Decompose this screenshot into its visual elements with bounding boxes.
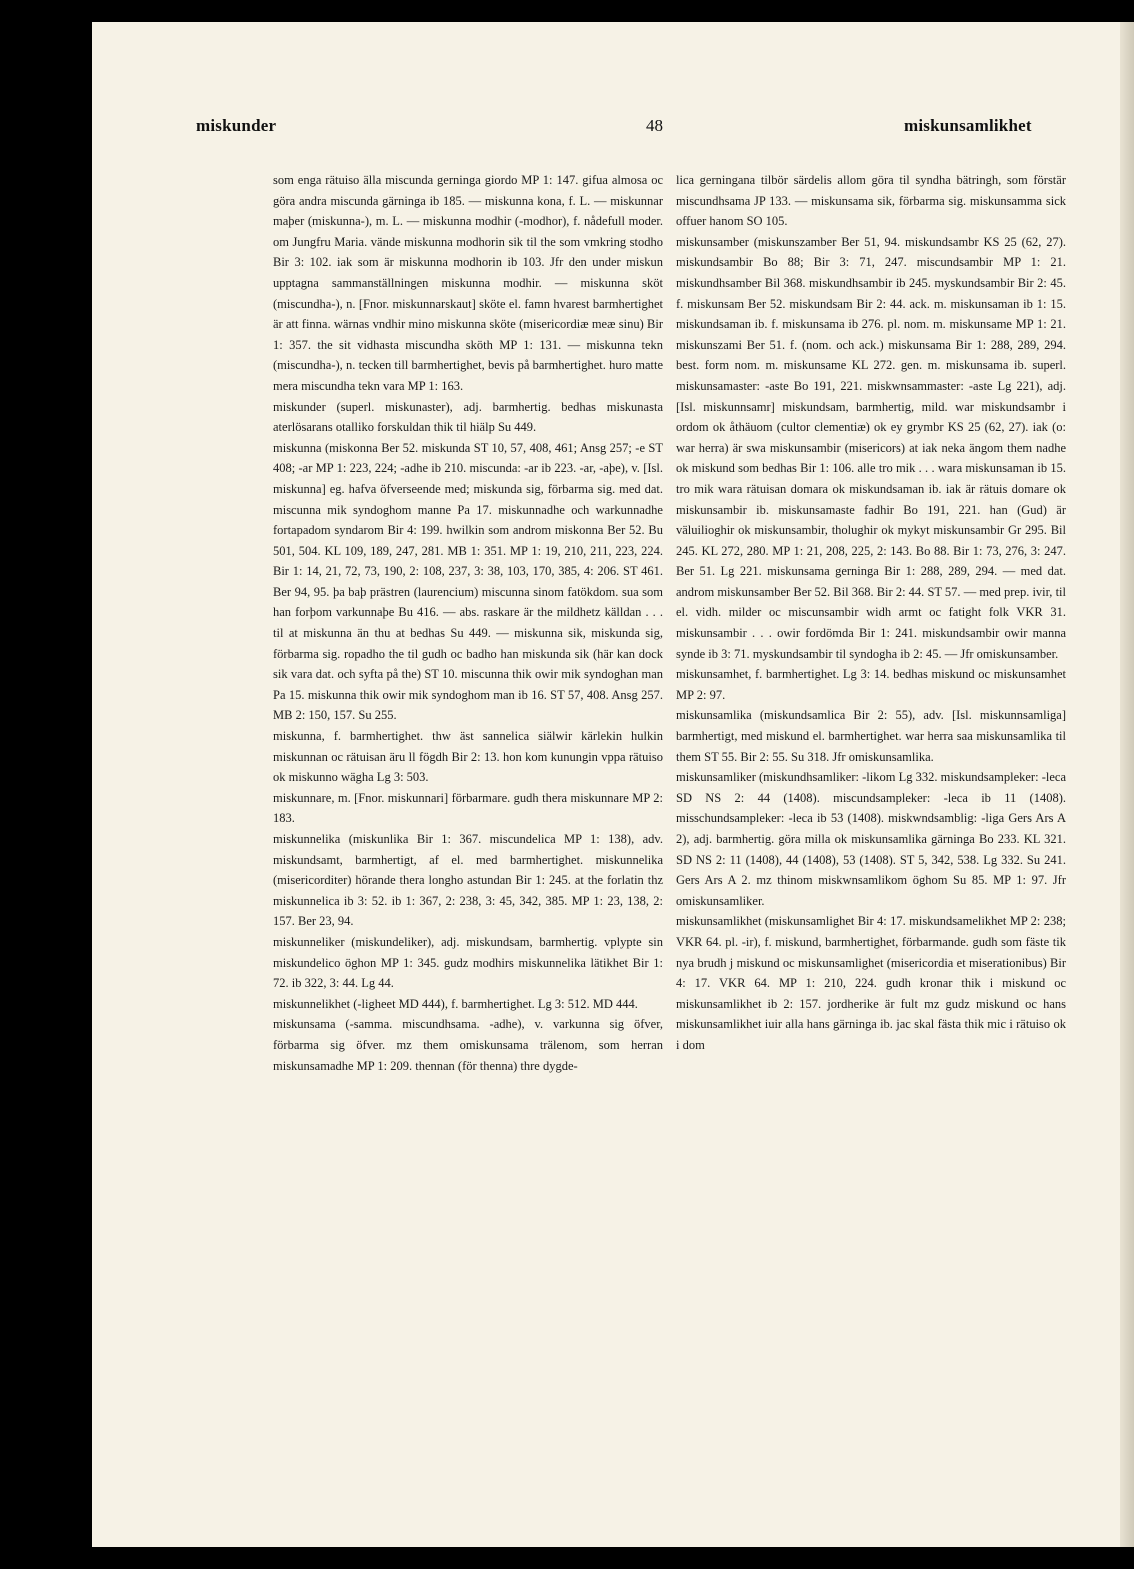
- entry-text: miskunsamliker (miskundhsamliker: -likom Lg 332. miskundsampleker: -leca SD NS 2: 44 (1408). miscundsampleker: -leca ib 11 (1408). misschundsampleker: -leca ib 53 (1408). miskwndsamblig: -liga Gers Ars A 2), adj. barmhertig. göra milla ok miskunsamlika gärninga Bo 233. KL 321. SD NS 2: 11 (1408), 44 (1408), 53 (1408). ST 5, 342, 538. Lg 332. Su 241. Gers Ars A 2. mz thinom miskwnsamlikom öghom Su 85. MP 1: 97. Jfr omiskunsamliker.: [676, 770, 1066, 908]
- right-headword: miskunsamlikhet: [904, 116, 1032, 135]
- entry-text: lica gerningana tilbör särdelis allom göra til syndha bätringh, som förstär miscundhsama JP 133. — miskunsama sik, förbarma sig. miskunsamma sick offuer hanom SO 105.: [676, 173, 1066, 229]
- left-headword: miskunder: [196, 116, 277, 135]
- entry-text: miskunnare, m. [Fnor. miskunnari] förbarmare. gudh thera miskunnare MP 2: 183.: [273, 790, 663, 826]
- right-column: [676, 170, 1066, 1510]
- entry-text: miskunsamlikhet (miskunsamlighet Bir 4: 17. miskundsamelikhet MP 2: 238; VKR 64. pl. -ir), f. miskund, barmhertighet, förbarmande. gudh som fäste tik nya brudh j miskund oc miskunsamlighet (misericordia et miserationibus) Bir 4: 17. VKR 64. MP 1: 210, 224. gudh kronar thik i miskund oc miskunsamlikhet ib 2: 157. jordherike är fult mz gudz miskund oc hans miskunsamlikhet iuir alla hans gärninga ib. jac skal fästa thik mic i rätuiso ok i dom: [676, 914, 1066, 1052]
- entry-text: miskunder (superl. miskunaster), adj. barmhertig. bedhas miskunasta aterlösarans otalliko forskuldan thik til hiälp Su 449.: [273, 399, 663, 435]
- page-edge: [1120, 22, 1134, 1547]
- entry-text: miskunna, f. barmhertighet. thw äst sannelica siälwir kärlekin hulkin miskunnan oc rätuisan äru ll fögdh Bir 2: 13. hon kom kunungin vppa rätuiso ok miskunno wägha Lg 3: 503.: [273, 729, 663, 785]
- entry-text: miskunneliker (miskundeliker), adj. miskundsam, barmhertig. vplypte sin miskundelico öghon MP 1: 345. gudz modhirs miskunnelika lätikhet Bir 1: 72. ib 322, 3: 44. Lg 44.: [273, 934, 663, 991]
- entry-text: miskunsamhet, f. barmhertighet. Lg 3: 14. bedhas miskund oc miskunsamhet MP 2: 97.: [676, 667, 1066, 702]
- running-header: [0, 116, 1134, 140]
- entry-text: miskunna (miskonna Ber 52. miskunda ST 10, 57, 408, 461; Ansg 257; -e ST 408; -ar MP 1: 223, 224; -adhe ib 210. miscunda: -ar ib 223. -ar, -aþe), v. [Isl. miskunna] eg. hafva öfverseende med; miskunda sig, förbarma sig. med dat. miscunna mik syndoghom manne Pa 17. miskunnadhe och warkunnadhe fortapadom syndarom Bir 4: 199. hwilkin som androm miskonna Ber 52. Bu 501, 504. KL 109, 189, 247, 281. MB 1: 351. MP 1: 19, 210, 211, 223, 224. Bir 1: 14, 21, 72, 73, 190, 2: 108, 237, 3: 38, 103, 170, 385, 4: 206. ST 461. Ber 94, 95. þa baþ prästren (laurencium) miscunna sinom fatökdom. sua som han forþom varkunnaþe Bu 416. — abs. raskare är the mildhetz källdan . . . til at miskunna än thu at bedhas Su 449. — miskunna sik, miskunda sig, förbarma sig. ropadho the til gudh oc badho han miskunda sik (här kan dock sik vara dat. och syfta på the) ST 10. miscunna thik owir mik syndoghan man Pa 15. miskunna thik owir mik syndoghom man ib 16. ST 57, 408. Ansg 257. MB 2: 150, 157. Su 255.: [273, 440, 663, 723]
- entry-text: som enga rätuiso älla miscunda gerninga giordo MP 1: 147. gifua almosa oc göra andra miscunda gärninga ib 185. — miskunna kona, f. L. — miskunnar maþer (miskunna-), m. L. — miskunna modhir (-modhor), f. nådefull moder. om Jungfru Maria. vände miskunna modhorin sik til the som vmkring stodho Bir 3: 102. iak som är miskunna modhorin ib 103. Jfr den under miskun upptagna sammanställningen miskunna modhir. — miskunna sköt (miscundha-), n. [Fnor. miskunnarskaut] sköte el. famn hvarest barmhertighet är att finna. wärnas vndhir mino miskunna sköte (misericordiæ meæ sinu) Bir 1: 357. the sit vidhasta miscundha sköth MP 1: 131. — miskunna tekn (miscundha-), n. tecken till barmhertighet, bevis på barmhertighet. huro matte mera miscundha tekn vara MP 1: 163.: [273, 173, 663, 393]
- entry-text: miskunsamlika (miskundsamlica Bir 2: 55), adv. [Isl. miskunnsamliga] barmhertigt, med miskund el. barmhertighet. war herra saa miskunsamlika til them ST 55. Bir 2: 55. Su 318. Jfr omiskunsamlika.: [676, 708, 1066, 764]
- left-column: [273, 170, 663, 1510]
- entry-text: miskunnelika (miskunlika Bir 1: 367. miscundelica MP 1: 138), adv. miskundsamt, barmhertigt, af el. med barmhertighet. miskunnelika (misericorditer) hörande thera longho astundan Bir 1: 245. at the forlatin thz miskunnelica ib 3: 52. ib 1: 367, 2: 238, 3: 45, 342, 385. MP 1: 23, 138, 2: 157. Ber 23, 94.: [273, 832, 663, 929]
- entry-text: miskunsama (-samma. miscundhsama. -adhe), v. varkunna sig öfver, förbarma sig öfver. mz them omiskunsama trälenom, som herran miskunsamadhe MP 1: 209. thennan (för thenna) thre dygde-: [273, 1017, 663, 1073]
- page-number: 48: [646, 116, 663, 135]
- entry-text: miskunsamber (miskunszamber Ber 51, 94. miskundsambr KS 25 (62, 27). miskundsambir Bo 88; Bir 3: 71, 247. miscundsambir MP 1: 21. miskundhsamber Bil 368. miskundhsambir ib 245. myskundsambir Bir 2: 45. f. miskunsam Ber 52. miskundsam Bir 2: 44. ack. m. miskunsaman ib 1: 15. miskundsaman ib. f. miskunsama ib 276. pl. nom. m. miskunsame MP 1: 21. miskunszami Ber 51. f. (nom. och ack.) miskunsama Bir 1: 288, 289, 294. best. form nom. m. miskunsame KL 272. gen. m. miskunsama ib. superl. miskunsamaster: -aste Bo 191, 221. miskwnsammaster: -aste Lg 221), adj. [Isl. miskunnsamr] miskundsam, barmhertig, mild. war miskundsambr i ordom ok åthäuom (cultor clementiæ) ok ey grymbr KS 25 (62, 27). iak (o: war herra) är swa miskunsambir (misericors) at iak neka ängom them nadhe ok miskund som bedhas Bir 1: 106. alle tro mik . . . wara miskunsaman ib 15. tro mik wara rätuisan domara ok miskundsaman ib. iak är rätuis domare ok miskunsambir ib. miskunsamaste fadhir Bo 191, 221. han (Gud) är väluilioghir ok miskunsambir, tholughir ok mykyt miskunsambir Gr 295. Bil 245. KL 272, 280. MP 1: 21, 208, 225, 2: 143. Bo 88. Bir 1: 73, 276, 3: 247. Ber 51. Lg 221. miskunsama gerninga Bir 1: 288, 289, 294. — med dat. androm miskunsamber Ber 52. Bil 368. Bir 2: 44. ST 57. — med prep. ivir, til el. vidh. milder oc miscunsambir widh armt oc fatight folk VKR 31. miskunsambir . . . owir fordömda Bir 1: 241. miskundsambir owir manna synde ib 3: 71. myskundsambir til syndogha ib 2: 45. — Jfr omiskunsamber.: [676, 234, 1066, 661]
- entry-text: miskunnelikhet (-ligheet MD 444), f. barmhertighet. Lg 3: 512. MD 444.: [273, 996, 638, 1011]
